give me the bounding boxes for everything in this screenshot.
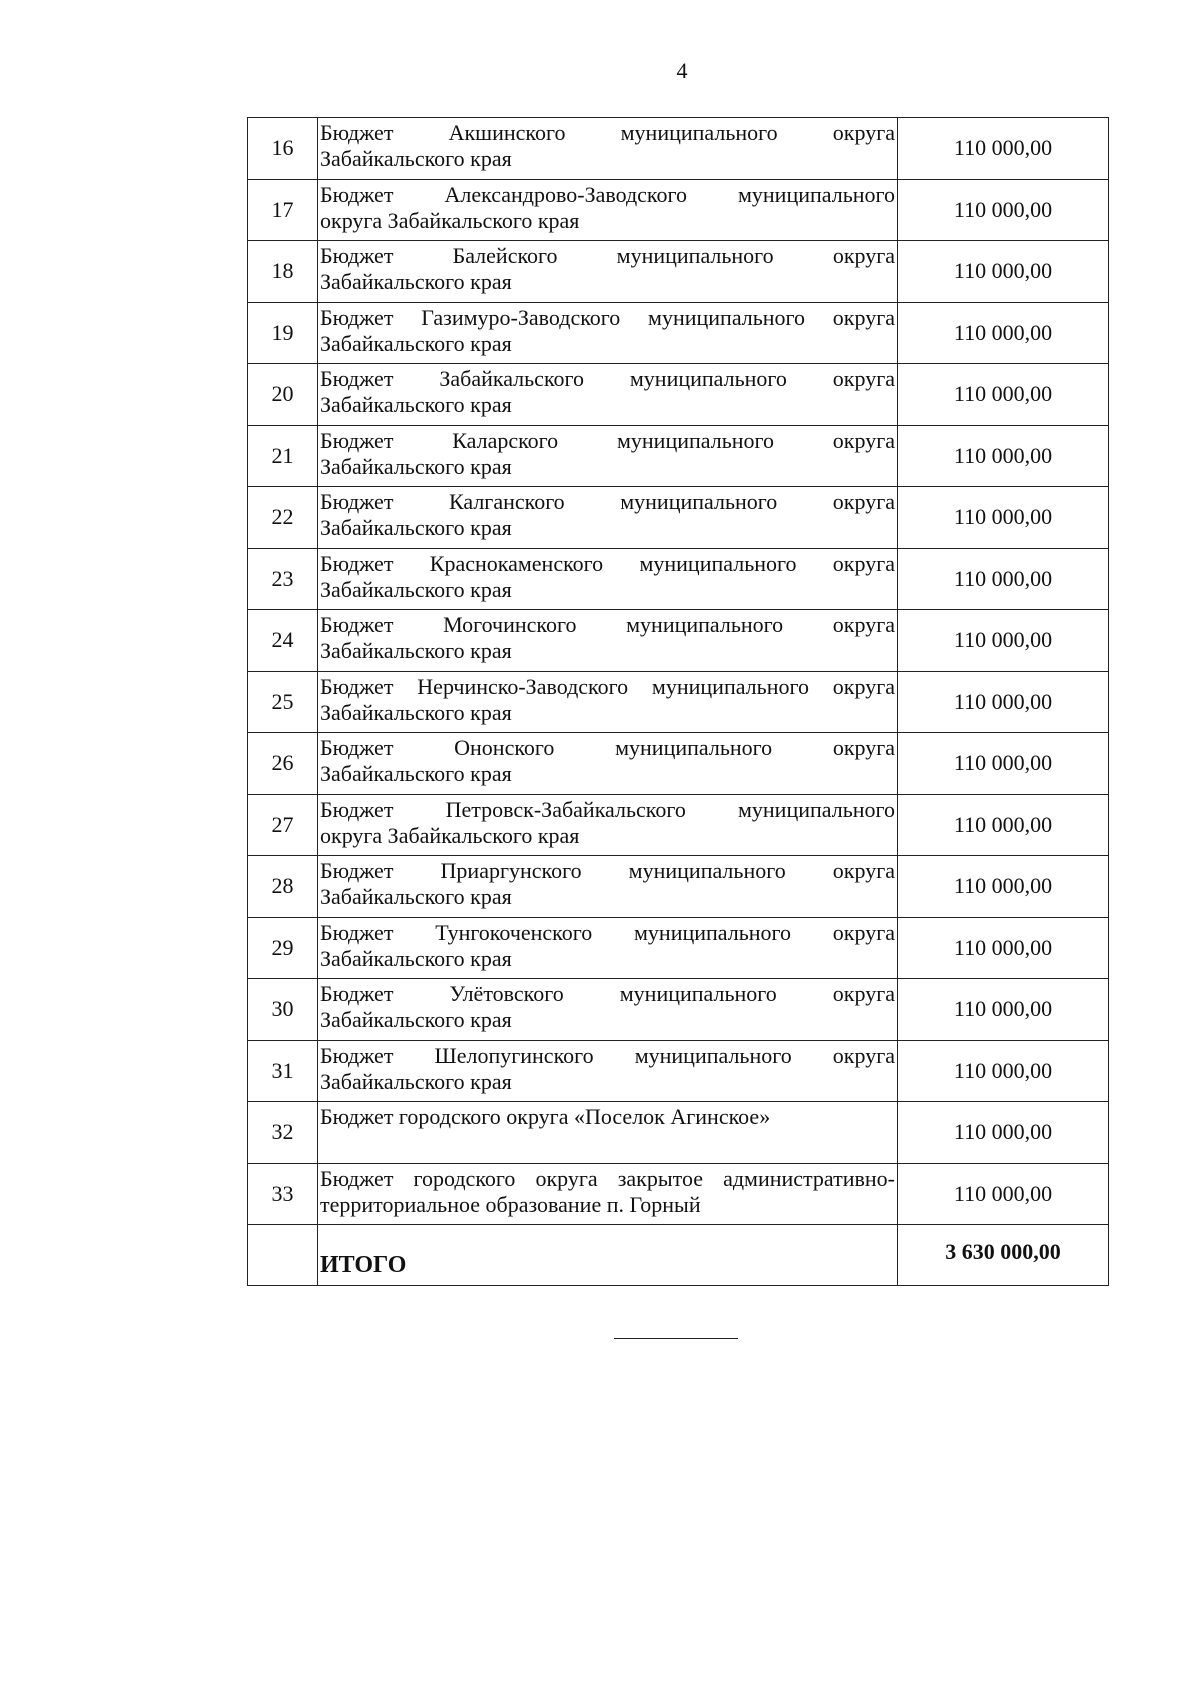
row-number: 21 xyxy=(248,425,318,487)
budget-name-line: Забайкальского края xyxy=(320,146,512,171)
budget-name-line: Забайкальского края xyxy=(320,761,512,786)
row-number: 20 xyxy=(248,364,318,426)
budget-name-line: Забайкальского края xyxy=(320,638,512,663)
budget-amount: 110 000,00 xyxy=(898,241,1109,303)
total-number-cell xyxy=(248,1225,318,1286)
budget-amount: 110 000,00 xyxy=(898,1163,1109,1225)
budget-name-cell xyxy=(318,1040,898,1102)
budget-amount: 110 000,00 xyxy=(898,425,1109,487)
budget-name-line: Бюджет городского округа «Поселок Агинское» xyxy=(320,1104,771,1129)
budget-name-line: Бюджет Александрово-Заводского муниципального xyxy=(320,181,895,207)
budget-amount: 110 000,00 xyxy=(898,917,1109,979)
budget-name-line: Бюджет Приаргунского муниципального округа xyxy=(320,858,895,883)
row-number: 22 xyxy=(248,487,318,549)
table-row xyxy=(248,364,1109,426)
table-row xyxy=(248,794,1109,856)
budget-name-line: Забайкальского края xyxy=(320,515,512,540)
budget-name-line: Бюджет Нерчинско-Заводского муниципального округа xyxy=(320,673,895,699)
row-number: 28 xyxy=(248,856,318,918)
budget-amount: 110 000,00 xyxy=(898,733,1109,795)
budget-name-line: Забайкальского края xyxy=(320,576,512,602)
budget-amount: 110 000,00 xyxy=(898,548,1109,610)
row-number: 18 xyxy=(248,241,318,303)
budget-name-cell xyxy=(318,733,898,795)
budget-name-cell xyxy=(318,1163,898,1225)
table-row xyxy=(248,118,1109,180)
budget-name-cell xyxy=(318,671,898,733)
table-row xyxy=(248,917,1109,979)
budget-amount: 110 000,00 xyxy=(898,1102,1109,1164)
budget-name-cell xyxy=(318,425,898,487)
budget-name-line: Бюджет Краснокаменского муниципального округа xyxy=(320,550,895,576)
table-row xyxy=(248,1102,1109,1164)
table-row xyxy=(248,302,1109,364)
budget-name-line: округа Забайкальского края xyxy=(320,207,580,233)
budget-name-line: Бюджет Петровск-Забайкальского муниципального xyxy=(320,796,895,822)
budget-name-line: Бюджет городского округа закрытое административно- xyxy=(320,1165,895,1191)
row-number: 29 xyxy=(248,917,318,979)
budget-name-cell xyxy=(318,1102,898,1164)
table-row xyxy=(248,1040,1109,1102)
budget-name-line: Бюджет Могочинского муниципального округа xyxy=(320,612,895,637)
row-number: 24 xyxy=(248,610,318,672)
budget-name-line: Бюджет Улётовского муниципального округа xyxy=(320,981,895,1006)
row-number: 17 xyxy=(248,179,318,241)
budget-table-body xyxy=(248,118,1109,1286)
table-row xyxy=(248,241,1109,303)
table-row xyxy=(248,425,1109,487)
budget-amount: 110 000,00 xyxy=(898,671,1109,733)
budget-name-line: Бюджет Балейского муниципального округа xyxy=(320,243,895,268)
row-number: 30 xyxy=(248,979,318,1041)
budget-name-cell xyxy=(318,364,898,426)
budget-amount: 110 000,00 xyxy=(898,302,1109,364)
budget-name-line: Бюджет Забайкальского муниципального округа xyxy=(320,366,895,391)
budget-name-cell xyxy=(318,487,898,549)
budget-name-cell xyxy=(318,917,898,979)
budget-name-line: Забайкальского края xyxy=(320,330,512,356)
table-row xyxy=(248,856,1109,918)
row-number: 31 xyxy=(248,1040,318,1102)
end-divider xyxy=(614,1338,738,1339)
table-row xyxy=(248,610,1109,672)
budget-amount: 110 000,00 xyxy=(898,794,1109,856)
budget-name-line: Бюджет Тунгокоченского муниципального округа xyxy=(320,919,895,945)
row-number: 27 xyxy=(248,794,318,856)
budget-name-line: Забайкальского края xyxy=(320,392,512,417)
row-number: 19 xyxy=(248,302,318,364)
budget-amount: 110 000,00 xyxy=(898,179,1109,241)
budget-amount: 110 000,00 xyxy=(898,856,1109,918)
total-label: ИТОГО xyxy=(318,1225,898,1286)
budget-name-line: Бюджет Шелопугинского муниципального округа xyxy=(320,1042,895,1068)
budget-name-cell xyxy=(318,302,898,364)
budget-name-line: Забайкальского края xyxy=(320,269,512,294)
budget-amount: 110 000,00 xyxy=(898,979,1109,1041)
budget-name-line: Бюджет Каларского муниципального округа xyxy=(320,427,895,453)
row-number: 23 xyxy=(248,548,318,610)
row-number: 26 xyxy=(248,733,318,795)
budget-name-cell xyxy=(318,548,898,610)
row-number: 33 xyxy=(248,1163,318,1225)
table-row xyxy=(248,487,1109,549)
budget-name-line: Забайкальского края xyxy=(320,1007,512,1032)
budget-name-cell xyxy=(318,610,898,672)
budget-name-line: Бюджет Калганского муниципального округа xyxy=(320,489,895,514)
budget-amount: 110 000,00 xyxy=(898,1040,1109,1102)
row-number: 16 xyxy=(248,118,318,180)
row-number: 32 xyxy=(248,1102,318,1164)
budget-name-line: территориальное образование п. Горный xyxy=(320,1191,701,1217)
budget-name-line: округа Забайкальского края xyxy=(320,822,580,848)
budget-amount: 110 000,00 xyxy=(898,610,1109,672)
budget-name-line: Забайкальского края xyxy=(320,884,512,909)
budget-name-line: Забайкальского края xyxy=(320,453,512,479)
budget-name-line: Бюджет Акшинского муниципального округа xyxy=(320,120,895,145)
total-amount: 3 630 000,00 xyxy=(898,1225,1109,1286)
budget-name-cell xyxy=(318,979,898,1041)
budget-name-cell xyxy=(318,241,898,303)
table-row xyxy=(248,179,1109,241)
budget-amount: 110 000,00 xyxy=(898,118,1109,180)
row-number: 25 xyxy=(248,671,318,733)
total-row xyxy=(248,1225,1109,1286)
budget-name-line: Забайкальского края xyxy=(320,945,512,971)
table-row xyxy=(248,979,1109,1041)
budget-name-line: Бюджет Газимуро-Заводского муниципального округа xyxy=(320,304,895,330)
budget-name-line: Забайкальского края xyxy=(320,1068,512,1094)
budget-table xyxy=(247,117,1109,1286)
budget-name-line: Забайкальского края xyxy=(320,699,512,725)
budget-name-cell xyxy=(318,794,898,856)
table-row xyxy=(248,548,1109,610)
budget-name-cell xyxy=(318,118,898,180)
table-row xyxy=(248,733,1109,795)
budget-amount: 110 000,00 xyxy=(898,487,1109,549)
budget-name-line: Бюджет Ононского муниципального округа xyxy=(320,735,895,760)
page-number: 4 xyxy=(676,58,688,83)
budget-name-cell xyxy=(318,856,898,918)
budget-amount: 110 000,00 xyxy=(898,364,1109,426)
table-row xyxy=(248,1163,1109,1225)
budget-name-cell xyxy=(318,179,898,241)
table-row xyxy=(248,671,1109,733)
